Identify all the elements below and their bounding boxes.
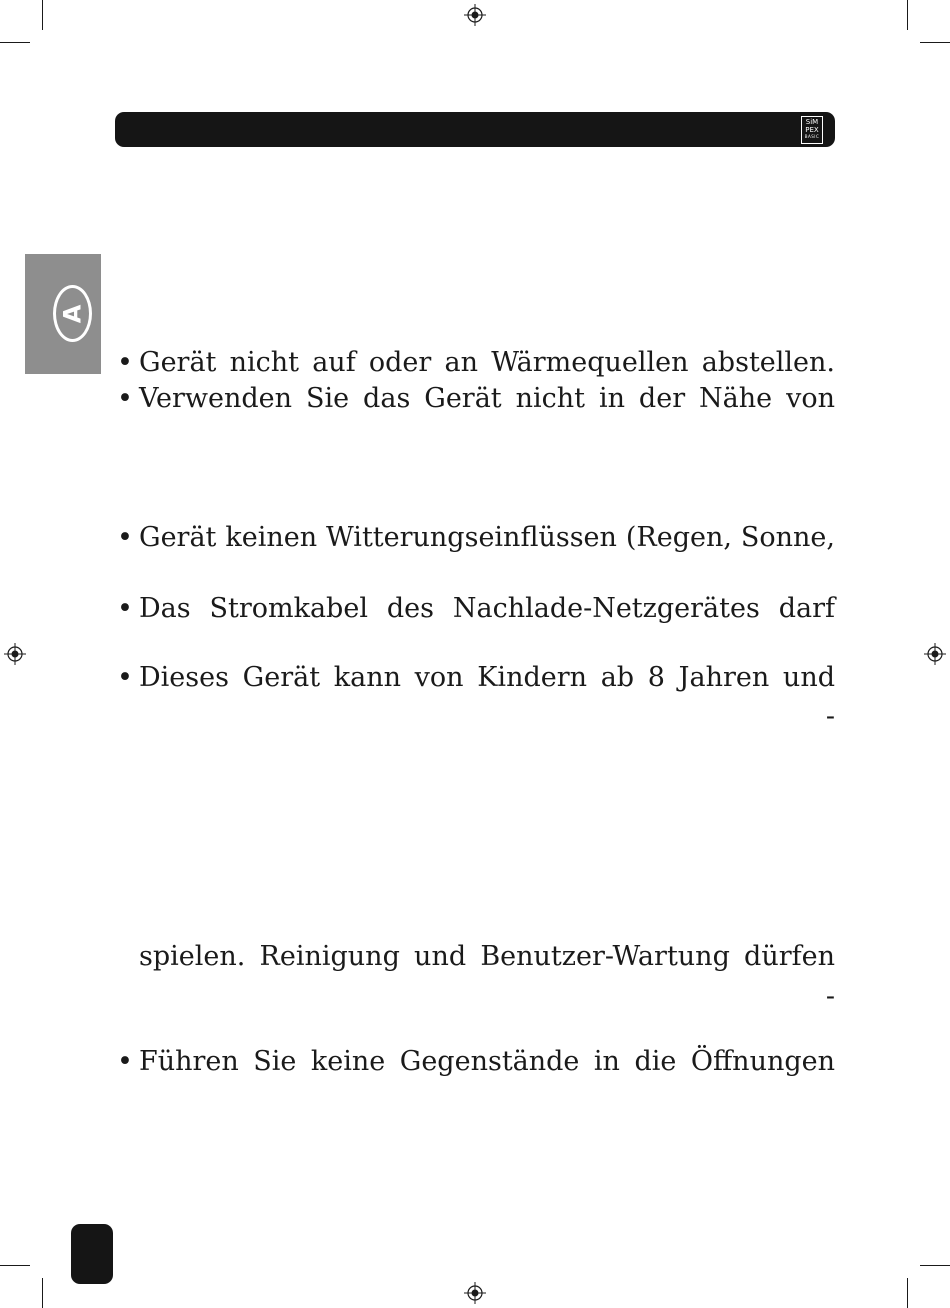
bullet: • bbox=[117, 383, 133, 414]
bullet: • bbox=[117, 522, 133, 553]
logo-text: BASIC bbox=[804, 134, 820, 139]
crop-mark bbox=[920, 42, 950, 43]
crop-mark bbox=[0, 42, 30, 43]
bullet: • bbox=[117, 347, 133, 378]
bullet: • bbox=[117, 1046, 133, 1077]
hyphen-mark: - bbox=[825, 701, 835, 732]
registration-mark-icon bbox=[924, 643, 946, 665]
simpex-logo bbox=[801, 116, 823, 144]
crop-mark bbox=[907, 0, 908, 30]
bullet-line bbox=[117, 382, 835, 416]
bullet-line bbox=[117, 1045, 835, 1079]
line-text: Das Stromkabel des Nachlade-Netzgerätes darf bbox=[139, 593, 835, 624]
line-text: Verwenden Sie das Gerät nicht in der Nähe von bbox=[139, 383, 835, 414]
crop-mark bbox=[0, 1265, 30, 1266]
bullet-line bbox=[117, 521, 835, 555]
language-tab bbox=[25, 254, 101, 374]
crop-mark bbox=[42, 1278, 43, 1308]
registration-mark-icon bbox=[464, 1282, 486, 1304]
text-line bbox=[139, 940, 835, 974]
header-bar bbox=[115, 112, 835, 147]
line-text: Dieses Gerät kann von Kindern ab 8 Jahren und bbox=[139, 662, 835, 693]
line-text: Gerät nicht auf oder an Wärmequellen abstellen. bbox=[139, 347, 835, 378]
line-text: Führen Sie keine Gegenstände in die Öffnungen bbox=[139, 1046, 835, 1077]
page-number-tab bbox=[71, 1224, 113, 1284]
bullet-line bbox=[117, 592, 835, 626]
bullet-line bbox=[117, 346, 835, 380]
line-text: spielen. Reinigung und Benutzer-Wartung dürfen bbox=[139, 941, 835, 972]
crop-mark bbox=[42, 0, 43, 30]
crop-mark bbox=[920, 1265, 950, 1266]
line-text: Gerät keinen Witterungseinflüssen (Regen, Sonne, bbox=[139, 522, 835, 553]
logo-text: SiM bbox=[805, 118, 819, 126]
bullet: • bbox=[117, 662, 133, 693]
logo-text: PEX bbox=[805, 126, 819, 134]
bullet-line bbox=[117, 661, 835, 695]
registration-mark-icon bbox=[4, 643, 26, 665]
registration-mark-icon bbox=[464, 4, 486, 26]
hyphen-mark: - bbox=[825, 981, 835, 1012]
language-letter: A bbox=[58, 304, 87, 323]
crop-mark bbox=[907, 1278, 908, 1308]
bullet: • bbox=[117, 593, 133, 624]
language-badge bbox=[53, 285, 92, 342]
